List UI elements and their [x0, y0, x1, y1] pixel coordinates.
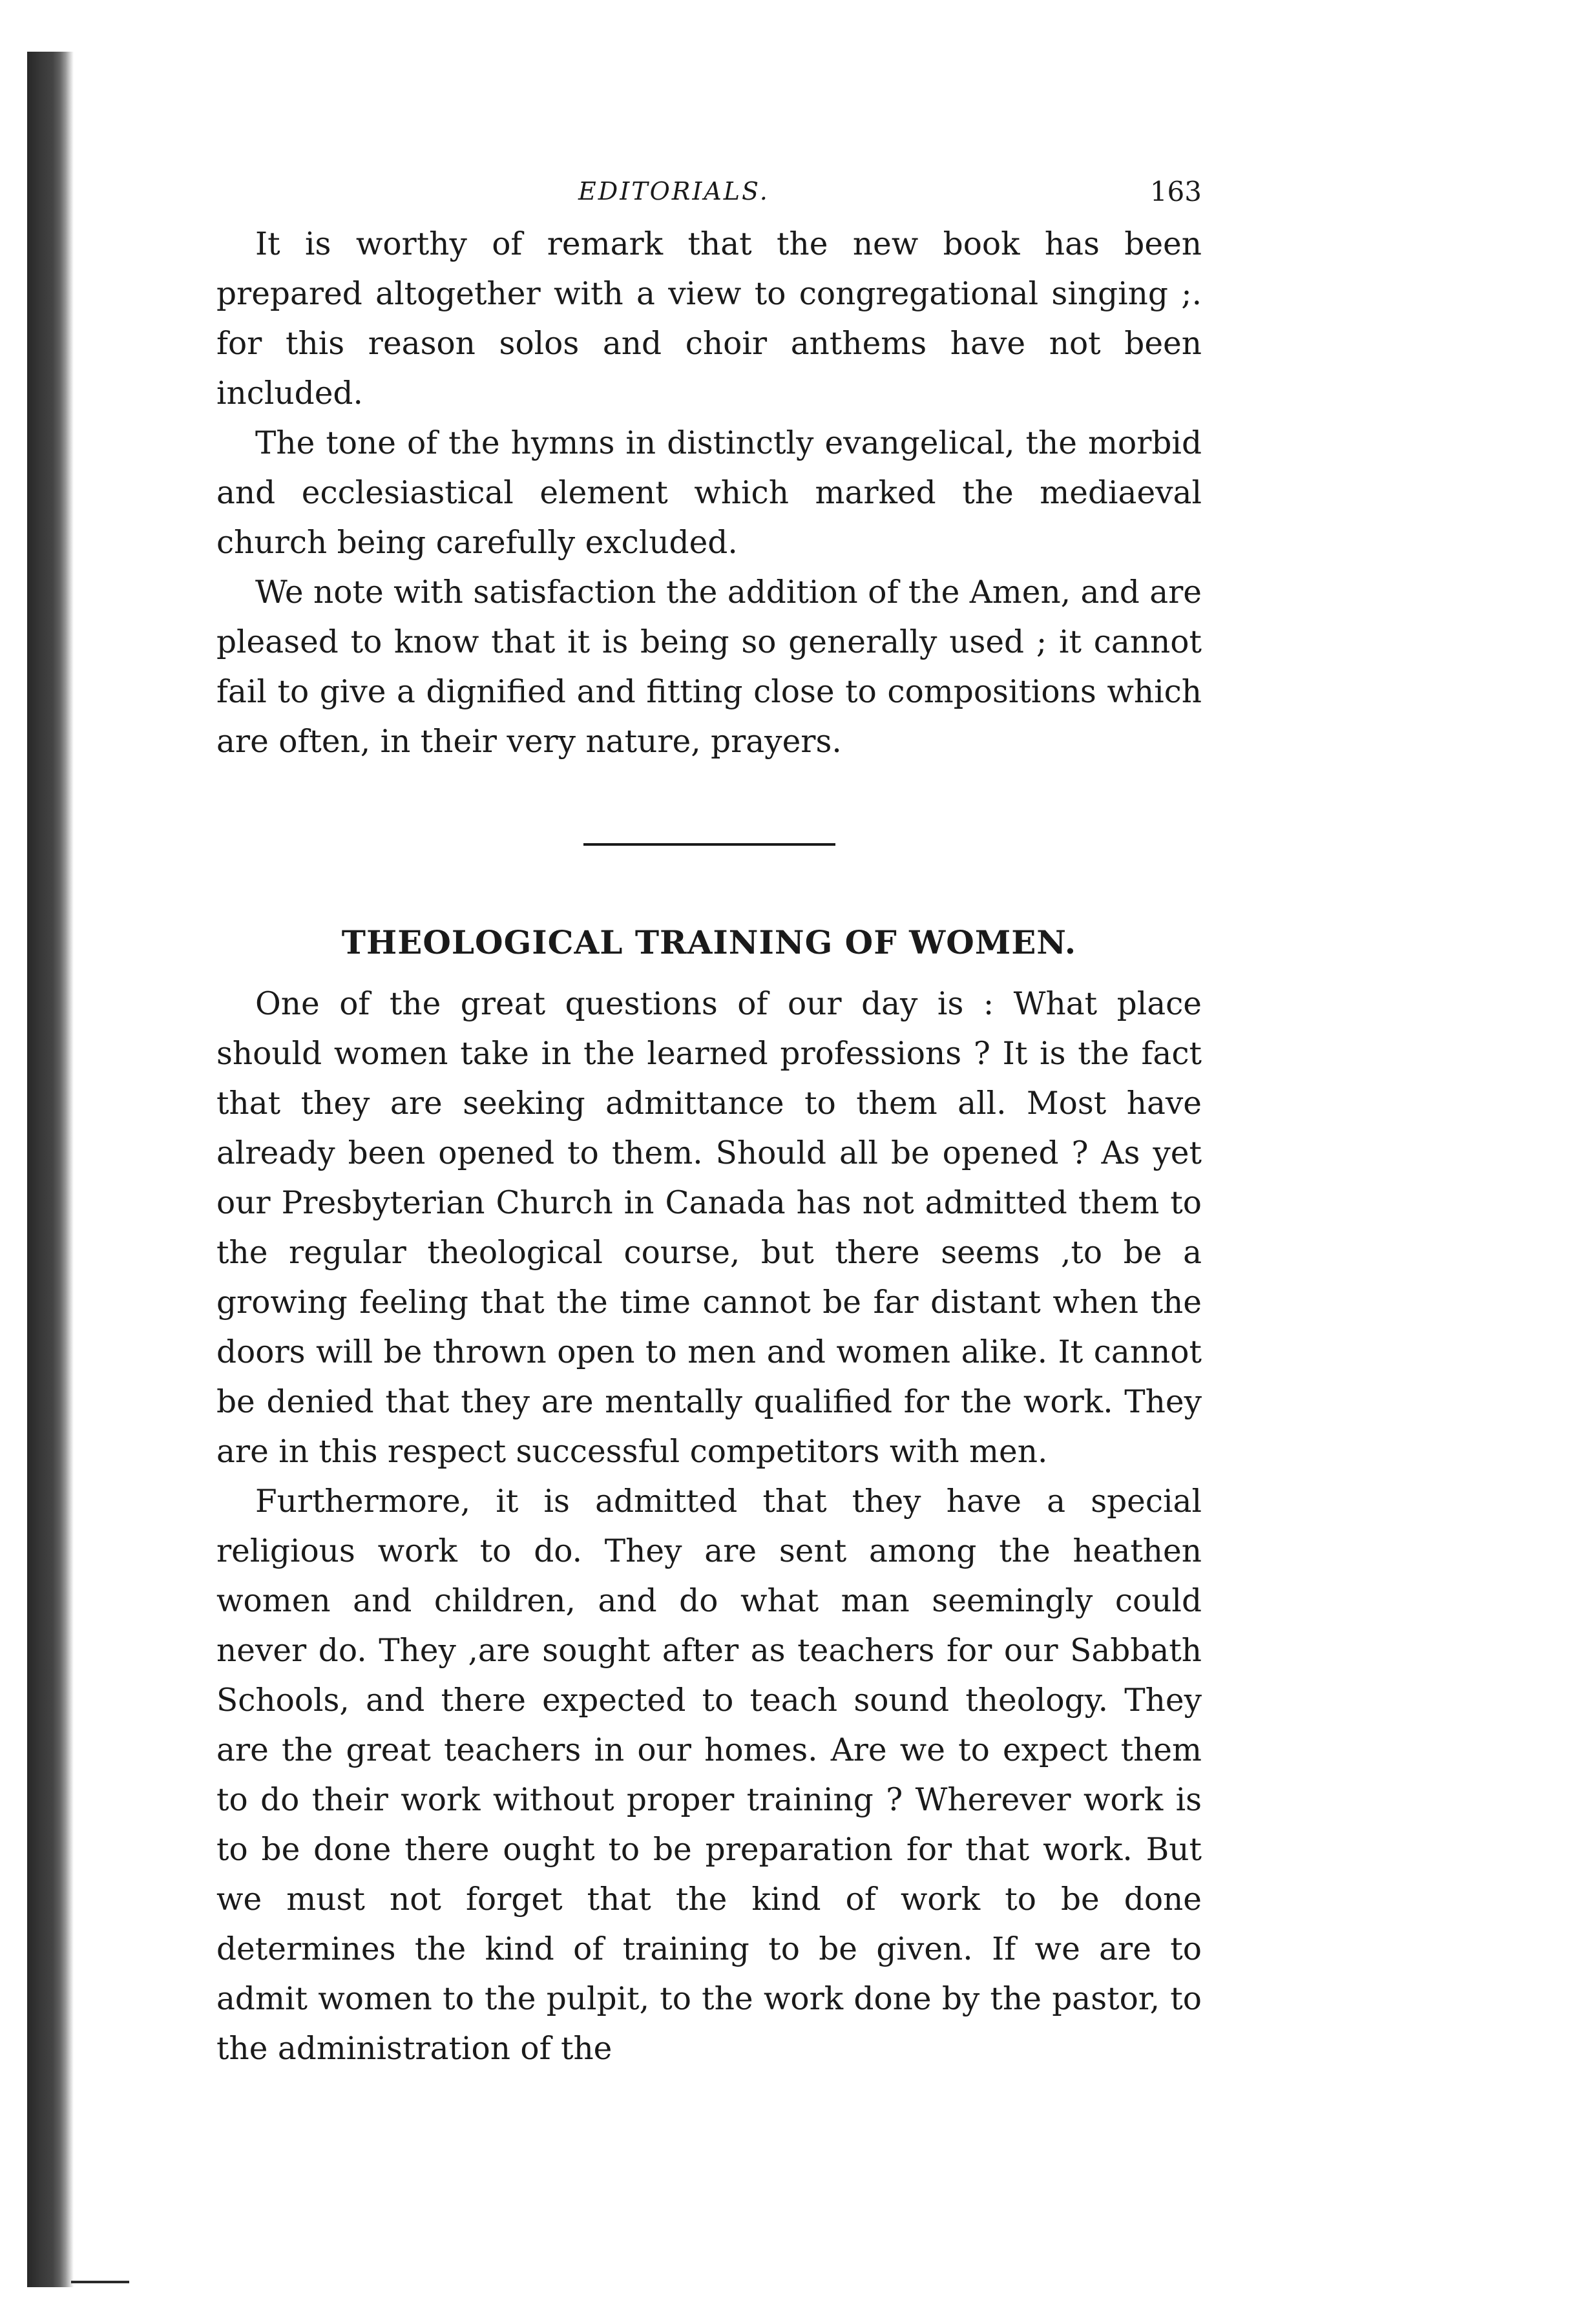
page-body	[216, 168, 1202, 2074]
paragraph: It is worthy of remark that the new book has been prepared altogether with a view to congregational singing ;. for this reason solos and choir anthems have not been included.	[216, 226, 1202, 412]
paragraph: We note with satisfaction the addition of the Amen, and are pleased to know that it is being so generally used ; it cannot fail to give a dignified and fitting close to compositions which are often, in their very nature, prayers.	[216, 574, 1202, 760]
book-binding-edge	[27, 52, 74, 2287]
paragraph: The tone of the hymns in distinctly evangelical, the morbid and ecclesiastical element which marked the mediaeval church being carefully excluded.	[216, 425, 1202, 561]
binding-foot-mark	[71, 2281, 129, 2283]
section-divider-rule	[583, 843, 835, 846]
paragraph: One of the great questions of our day is : What place should women take in the learned professions ? It is the fact that they are seeking admittance to them all. Most have already been opened to them. Should all be opened ? As yet our Presbyterian Church in Canada has not admitted them to the regular theological course, but there seems ,to be a growing feeling that the time cannot be far distant when the doors will be thrown open to men and women alike. It cannot be denied that they are mentally qualified for the work. They are in this respect successful competitors with men.	[216, 986, 1202, 1470]
running-head	[216, 168, 1202, 220]
section-title: THEOLOGICAL TRAINING OF WOMEN.	[341, 923, 1077, 961]
running-title: EDITORIALS.	[578, 177, 770, 205]
page-number: 163	[1149, 176, 1202, 207]
paragraph: Furthermore, it is admitted that they have a special religious work to do. They are sent among the heathen women and children, and do what man seemingly could never do. They ,are sought after as teachers for our Sabbath Schools, and there expected to teach sound theology. They are the great teachers in our homes. Are we to expect them to do their work without proper training ? Wherever work is to be done there ought to be preparation for that work. But we must not forget that the kind of work to be done determines the kind of training to be given. If we are to admit women to the pulpit, to the work done by the pastor, to the administration of the	[216, 1483, 1202, 2067]
